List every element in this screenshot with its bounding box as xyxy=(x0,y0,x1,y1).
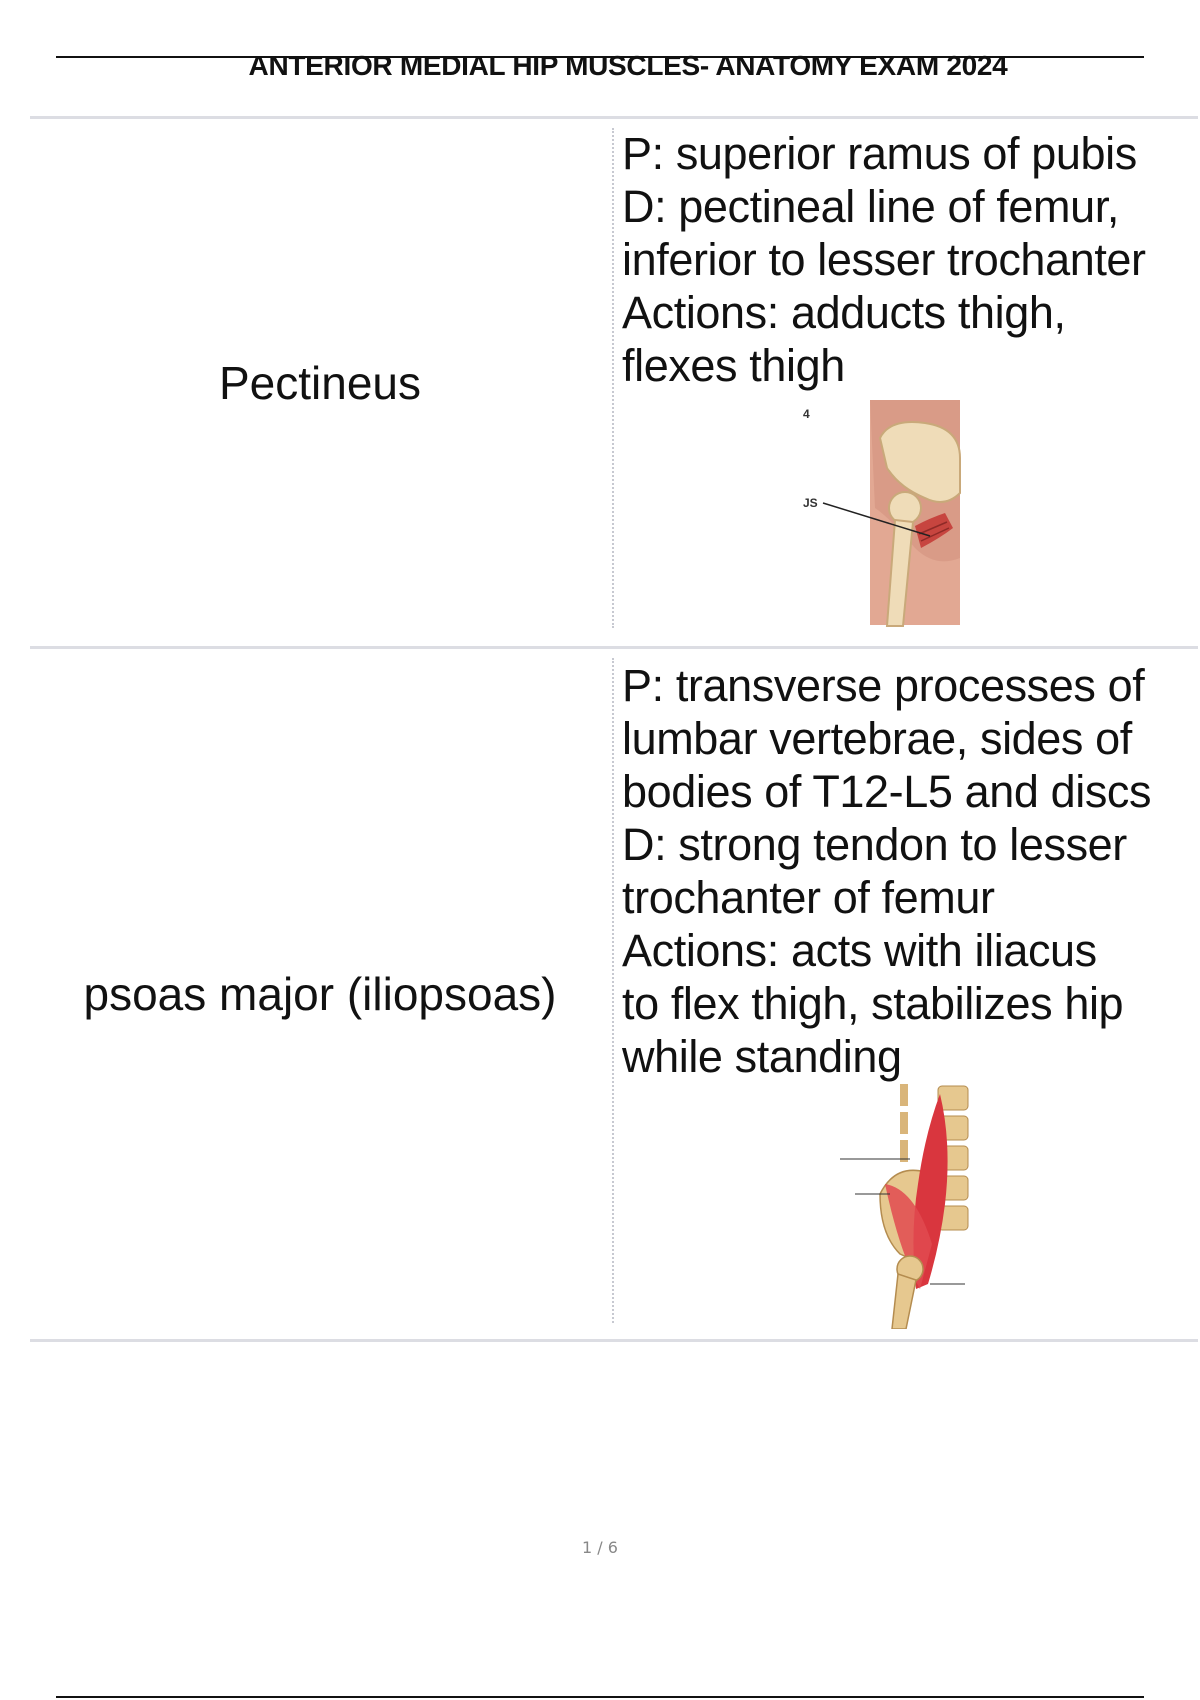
card-term: Pectineus xyxy=(218,357,421,409)
figure-label: JS xyxy=(803,496,818,510)
pectineus-illustration xyxy=(795,398,965,628)
definition-line: flexes thigh xyxy=(622,340,845,391)
card-column-separator xyxy=(612,658,614,1323)
document-title: ANTERIOR MEDIAL HIP MUSCLES- ANATOMY EXAM 2024 xyxy=(248,50,1008,81)
femur-bone xyxy=(892,1274,916,1329)
card-divider xyxy=(30,646,1198,649)
card-definition xyxy=(622,659,1200,1083)
definition-line: P: superior ramus of pubis xyxy=(622,128,1137,179)
definition-line: while standing xyxy=(622,1031,902,1082)
card-term: psoas major (iliopsoas) xyxy=(83,968,557,1020)
definition-line: trochanter of femur xyxy=(622,872,995,923)
definition-line: P: transverse processes of xyxy=(622,660,1145,711)
page-indicator: 1 / 6 xyxy=(582,1538,618,1557)
figure-label: 4 xyxy=(803,407,810,421)
card-definition xyxy=(622,127,1200,392)
definition-line: D: pectineal line of femur, xyxy=(622,181,1119,232)
definition-line: inferior to lesser trochanter xyxy=(622,234,1146,285)
psoas-major-illustration xyxy=(840,1084,970,1329)
definition-line: Actions: adducts thigh, xyxy=(622,287,1066,338)
card-divider xyxy=(30,116,1198,119)
definition-line: to flex thigh, stabilizes hip xyxy=(622,978,1124,1029)
definition-line: D: strong tendon to lesser xyxy=(622,819,1127,870)
definition-line: bodies of T12-L5 and discs xyxy=(622,766,1152,817)
card-divider xyxy=(30,1339,1198,1342)
footer-rule xyxy=(56,1696,1144,1698)
femoral-head xyxy=(889,492,921,524)
card-column-separator xyxy=(612,128,614,628)
definition-line: Actions: acts with iliacus xyxy=(622,925,1097,976)
definition-line: lumbar vertebrae, sides of xyxy=(622,713,1132,764)
